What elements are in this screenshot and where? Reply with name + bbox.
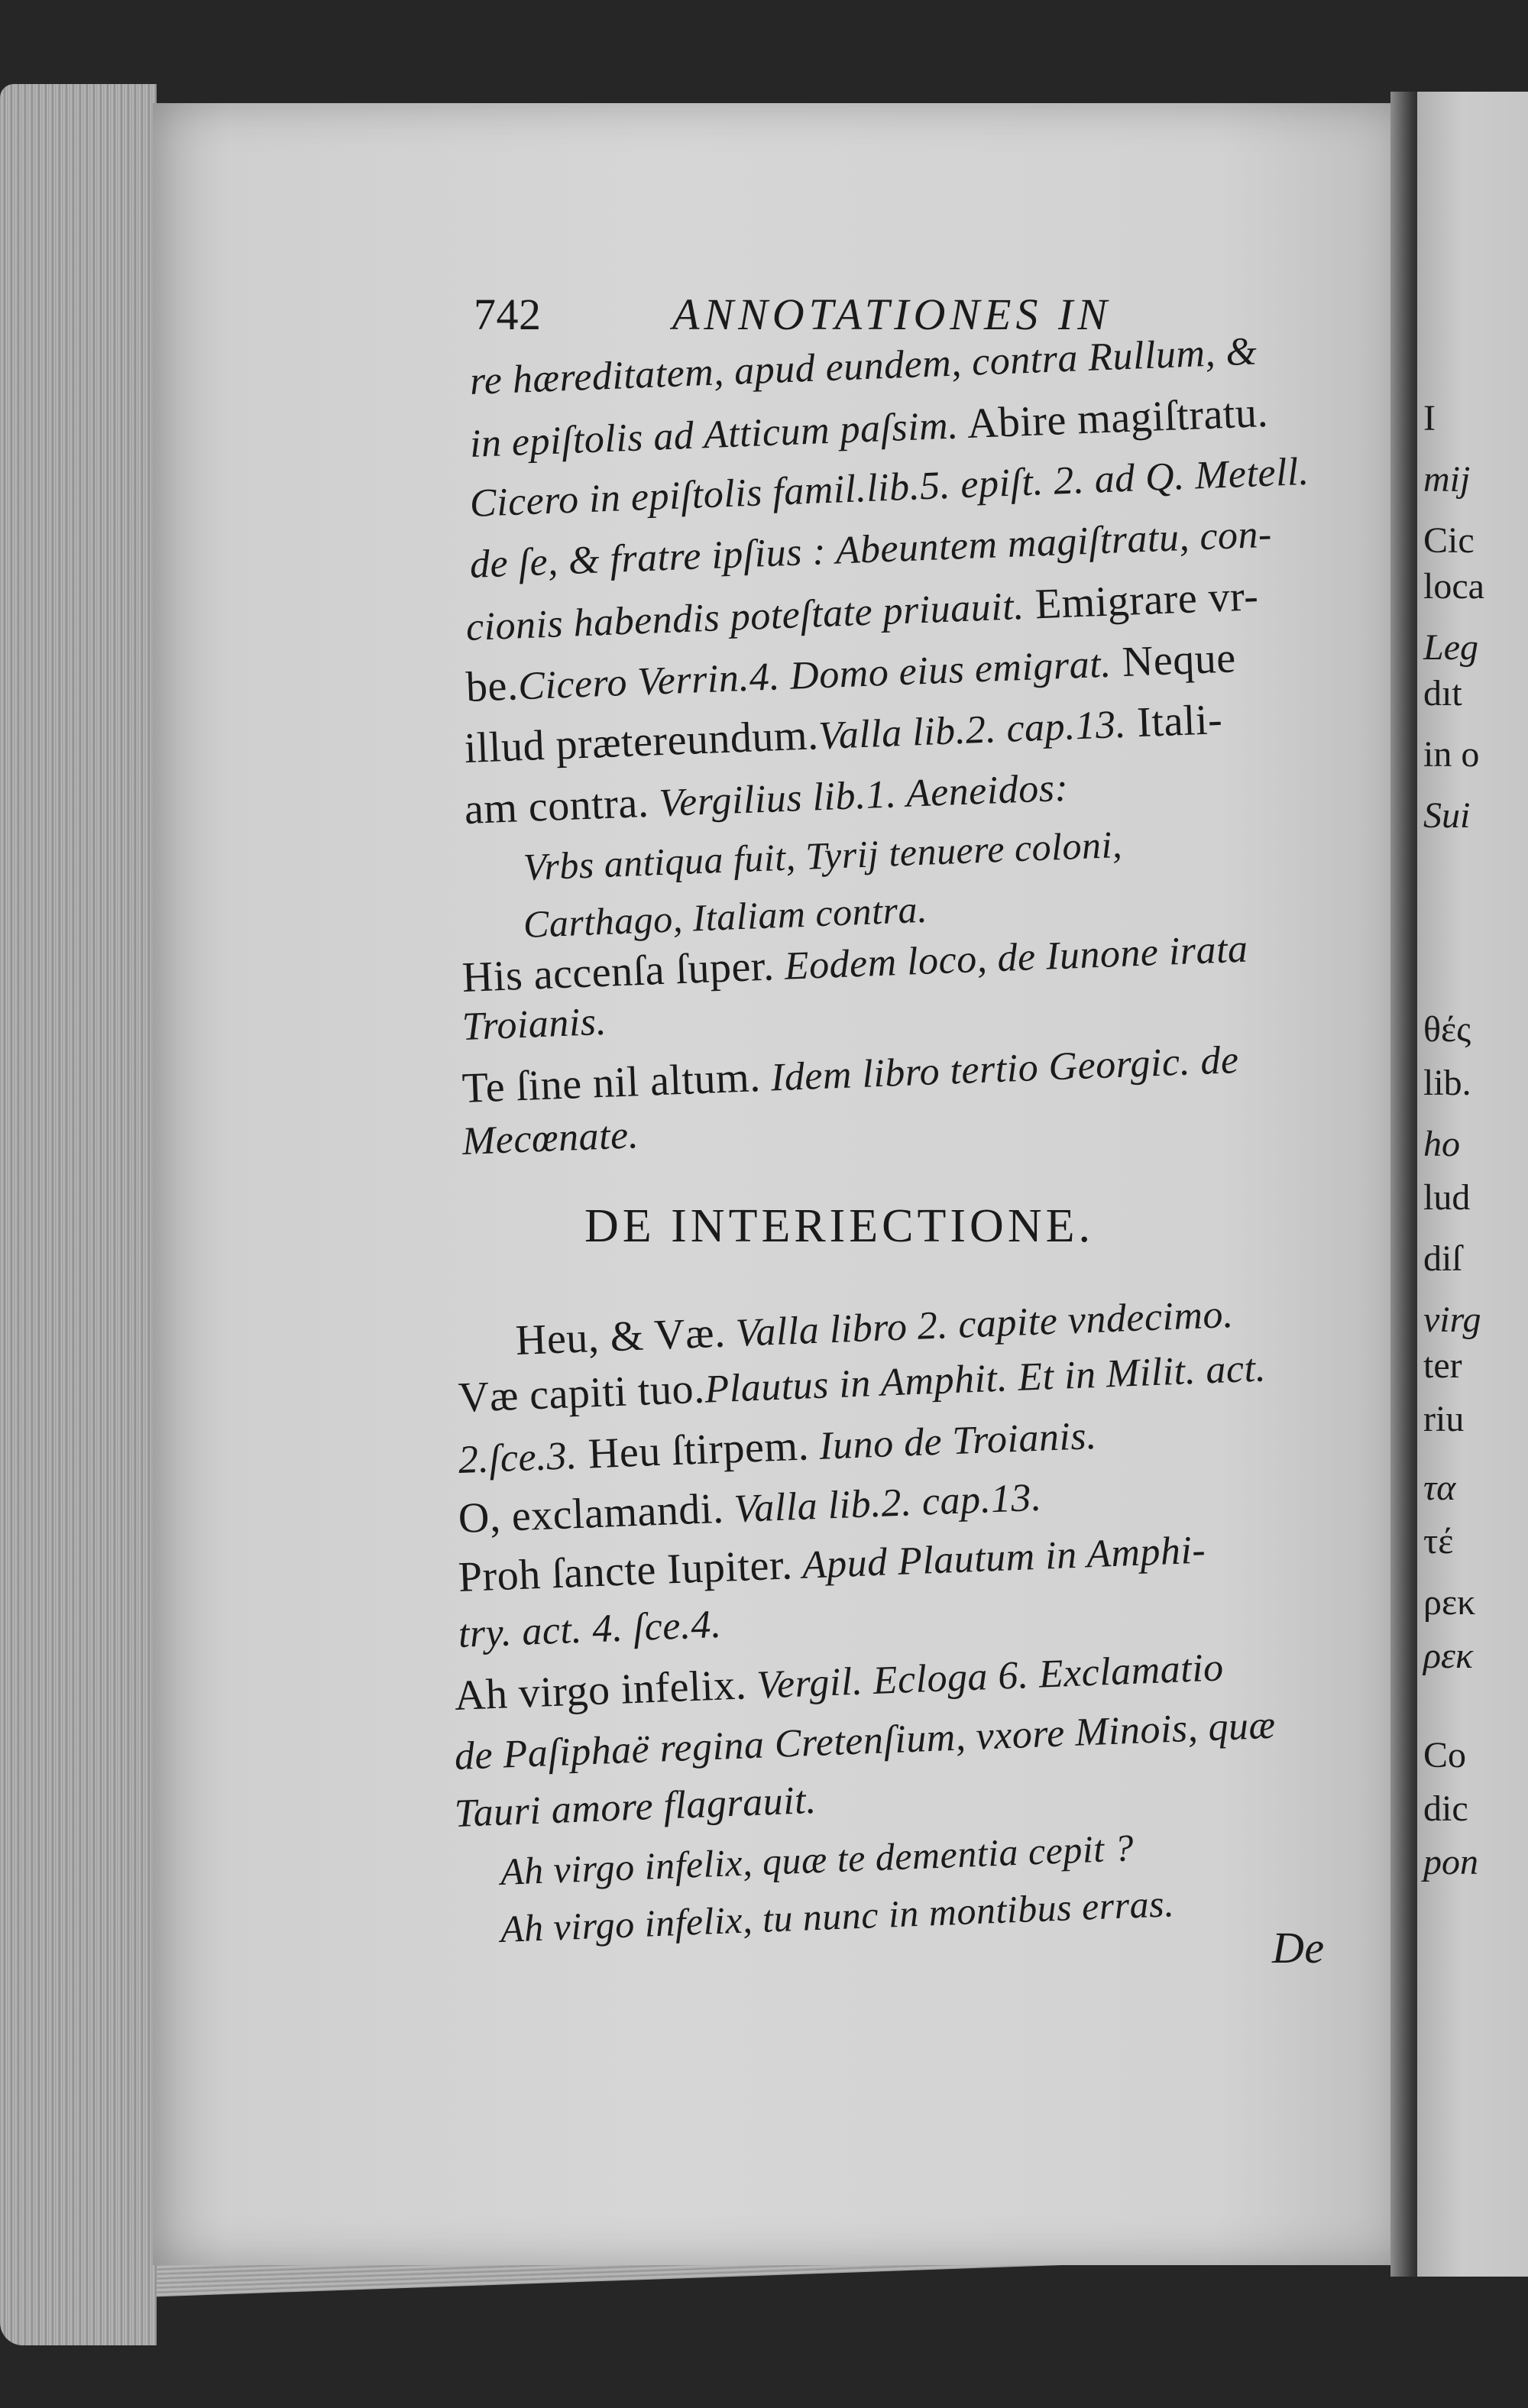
italic-text: Plautus in Amphit. Et in Milit. act. (704, 1346, 1267, 1412)
italic-text: Cicero Verrin.4. Domo eius emigrat. (517, 642, 1112, 709)
roman-text: Emigrare vr- (1023, 572, 1260, 629)
facing-page-text-fragment: pon (1423, 1842, 1478, 1882)
roman-text: Proh ſancte Iupiter. (457, 1541, 794, 1601)
italic-text: Carthago, Italiam contra. (522, 887, 928, 946)
facing-page-text-fragment: Sui (1423, 795, 1471, 836)
italic-text: Iuno de Troianis. (808, 1413, 1098, 1469)
facing-page-text-fragment: diſ (1423, 1238, 1462, 1279)
roman-text: Te ſine nil altum. (461, 1054, 762, 1112)
italic-text: Mecœnate. (461, 1113, 640, 1164)
italic-text: Vergilius lib.1. Aeneidos: (648, 765, 1070, 826)
italic-text: Apud Plautum in Amphi- (792, 1528, 1207, 1588)
facing-page-text-fragment: dic (1423, 1788, 1468, 1829)
running-title: ANNOTATIONES IN (672, 290, 1112, 339)
facing-page-text-fragment: in o (1423, 734, 1480, 775)
facing-page-text-fragment: riu (1423, 1399, 1465, 1439)
italic-text: Vergil. Ecloga 6. Exclamatio (745, 1646, 1225, 1708)
facing-page-text-fragment: Leg (1423, 627, 1478, 668)
facing-page-text-fragment: θές (1423, 1009, 1471, 1050)
italic-text: Ah virgo infelix, quæ te dementia cepit ? (499, 1826, 1135, 1893)
roman-text: O, exclamandi. (457, 1484, 725, 1542)
facing-page-text-fragment: ρεκ (1423, 1582, 1476, 1623)
facing-page-text-fragment: ho (1423, 1124, 1460, 1164)
facing-page-text-fragment: lud (1423, 1177, 1471, 1218)
italic-text: try. act. 4. ſce.4. (457, 1602, 723, 1656)
italic-text: cionis habendis poteſtate priuauit. (465, 584, 1025, 649)
catchword: De (1272, 1923, 1325, 1973)
facing-page-text-fragment: lib. (1423, 1063, 1471, 1103)
facing-page-text-fragment: dıt (1423, 673, 1462, 714)
italic-text: de ſe, & fratre ipſius : Abeuntem magiſtratu, con- (468, 512, 1273, 587)
roman-text: am contra. (463, 778, 650, 833)
italic-text: Idem libro tertio Georgic. de (759, 1037, 1240, 1100)
italic-text: Eodem loco, de Iunone irata (773, 927, 1249, 989)
book-page-edges-left (0, 84, 157, 2345)
italic-text: de Paſiphaë regina Cretenſium, vxore Minois, quæ (453, 1703, 1277, 1778)
text-line (461, 999, 607, 1050)
italic-text: Valla libro 2. capite vndecimo. (724, 1292, 1235, 1356)
roman-text: His accenſa ſuper. (461, 942, 775, 1002)
page-number: 742 (474, 290, 542, 339)
italic-text: re hæreditatem, apud eundem, contra Rullum, & (468, 329, 1258, 403)
text-line (461, 1112, 639, 1165)
facing-page-text-fragment: loca (1423, 566, 1484, 607)
roman-text: Abire magiſtratu. (957, 388, 1269, 448)
facing-page-text-fragment: Co (1423, 1735, 1467, 1775)
facing-page-text-fragment: ter (1423, 1345, 1462, 1386)
italic-text: Vrbs antiqua fuit, Tyrij tenuere coloni, (522, 822, 1123, 888)
italic-text: Tauri amore flagrauit. (453, 1778, 817, 1836)
italic-text: Troianis. (461, 999, 607, 1049)
roman-text: Heu ſtirpem. (576, 1422, 810, 1479)
facing-page-text-fragment: mij (1423, 459, 1471, 500)
roman-text: Ah virgo infelix. (453, 1661, 748, 1720)
facing-page-text-fragment: ρεκ (1423, 1636, 1473, 1676)
right-page-fragment (1417, 92, 1528, 2277)
roman-text: illud prætereundum. (463, 711, 820, 772)
italic-text: in epiſtolis ad Atticum paſsim. (468, 403, 960, 466)
roman-text: Heu, & Væ. (514, 1309, 727, 1364)
italic-text: 2.ſce.3. (457, 1434, 578, 1482)
facing-page-text-fragment: virg (1423, 1299, 1481, 1340)
roman-text: Neque (1110, 634, 1237, 687)
italic-text: Valla lib.2. cap.13. (723, 1475, 1043, 1532)
italic-text: Cicero in epiſtolis famil.lib.5. epiſt. 2. ad Q. Metell. (468, 449, 1310, 526)
roman-text: be. (465, 662, 520, 711)
roman-text: Væ capiti tuo. (457, 1364, 706, 1422)
italic-text: Ah virgo infelix, tu nunc in montibus erras. (499, 1882, 1176, 1950)
facing-page-text-fragment: τα (1423, 1468, 1456, 1508)
facing-page-text-fragment: Cic (1423, 520, 1475, 561)
roman-text: Itali- (1125, 695, 1224, 747)
italic-text: Valla lib.2. cap.13. (817, 702, 1128, 759)
facing-page-text-fragment: τέ (1423, 1521, 1454, 1562)
facing-page-text-fragment: I (1423, 398, 1436, 439)
section-heading: DE INTERIECTIONE. (584, 1200, 1094, 1252)
